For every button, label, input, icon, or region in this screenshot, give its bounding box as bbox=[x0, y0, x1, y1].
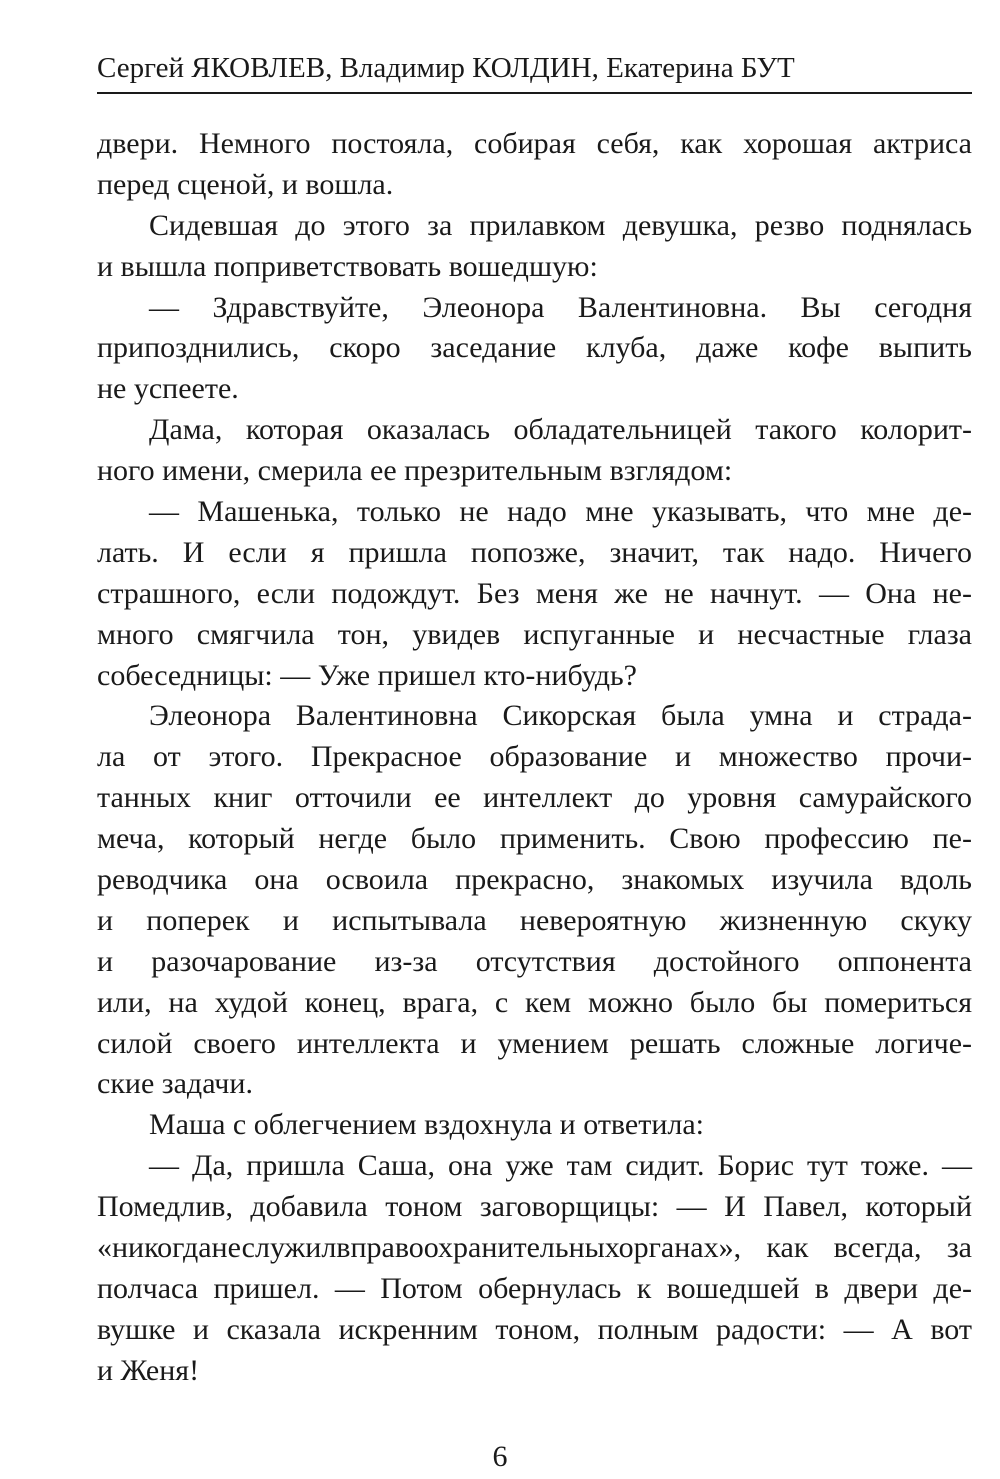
text-line: страшного, если подождут. Без меня же не начнут. — Она не- bbox=[97, 576, 972, 610]
text-line: силой своего интеллекта и умением решать сложные логиче- bbox=[97, 1026, 972, 1060]
page-number: 6 bbox=[492, 1440, 508, 1473]
text-line: меча, который негде было применить. Свою профессию пе- bbox=[97, 822, 972, 856]
text-line: не успеете. bbox=[97, 372, 239, 406]
text-line: лать. И если я пришла попозже, значит, так надо. Ничего bbox=[97, 535, 972, 569]
text-line: много смягчила тон, увидев испуганные и несчастные глаза bbox=[97, 617, 972, 651]
text-line: собеседницы: — Уже пришел кто-нибудь? bbox=[97, 658, 637, 692]
text-line: перед сценой, и вошла. bbox=[97, 167, 394, 201]
text-line: вушке и сказала искренним тоном, полным радости: — А вот bbox=[97, 1312, 972, 1346]
text-line: ские задачи. bbox=[97, 1067, 253, 1101]
header-rule bbox=[97, 92, 972, 94]
text-line: — Машенька, только не надо мне указывать, что мне де- bbox=[149, 495, 972, 529]
text-line: полчаса пришел. — Потом обернулась к вошедшей в двери де- bbox=[97, 1271, 972, 1305]
text-line: «никогданеслужилвправоохранительныхорганах», как всегда, за bbox=[97, 1231, 972, 1265]
page-body-text bbox=[97, 124, 972, 1392]
text-line: Помедлив, добавила тоном заговорщицы: — И Павел, который bbox=[97, 1190, 972, 1224]
text-line: реводчика она освоила прекрасно, знакомых изучила вдоль bbox=[97, 863, 972, 897]
text-line: танных книг отточили ее интеллект до уровня самурайского bbox=[97, 781, 972, 815]
text-line: ла от этого. Прекрасное образование и множество прочи- bbox=[97, 740, 972, 774]
text-line: Маша с облегчением вздохнула и ответила: bbox=[149, 1108, 705, 1142]
text-line: припозднились, скоро заседание клуба, даже кофе выпить bbox=[97, 331, 972, 365]
running-header: Сергей ЯКОВЛЕВ, Владимир КОЛДИН, Екатерина БУТ bbox=[97, 52, 795, 84]
text-line: и поперек и испытывала невероятную жизненную скуку bbox=[97, 903, 972, 937]
text-line: Сидевшая до этого за прилавком девушка, резво поднялась bbox=[149, 208, 972, 242]
text-line: двери. Немного постояла, собирая себя, как хорошая актриса bbox=[97, 127, 972, 160]
text-line: и разочарование из-за отсутствия достойного оппонента bbox=[97, 944, 972, 978]
text-line: Дама, которая оказалась обладательницей такого колорит- bbox=[149, 413, 972, 447]
text-line: — Да, пришла Саша, она уже там сидит. Борис тут тоже. — bbox=[149, 1149, 972, 1183]
text-line: и вышла поприветствовать вошедшую: bbox=[97, 249, 598, 283]
text-line: Элеонора Валентиновна Сикорская была умна и страда- bbox=[149, 699, 972, 733]
text-line: и Женя! bbox=[97, 1353, 200, 1387]
text-line: или, на худой конец, врага, с кем можно было бы помериться bbox=[97, 985, 972, 1019]
text-line: — Здравствуйте, Элеонора Валентиновна. Вы сегодня bbox=[149, 290, 972, 324]
text-line: ного имени, смерила ее презрительным взглядом: bbox=[97, 454, 733, 488]
